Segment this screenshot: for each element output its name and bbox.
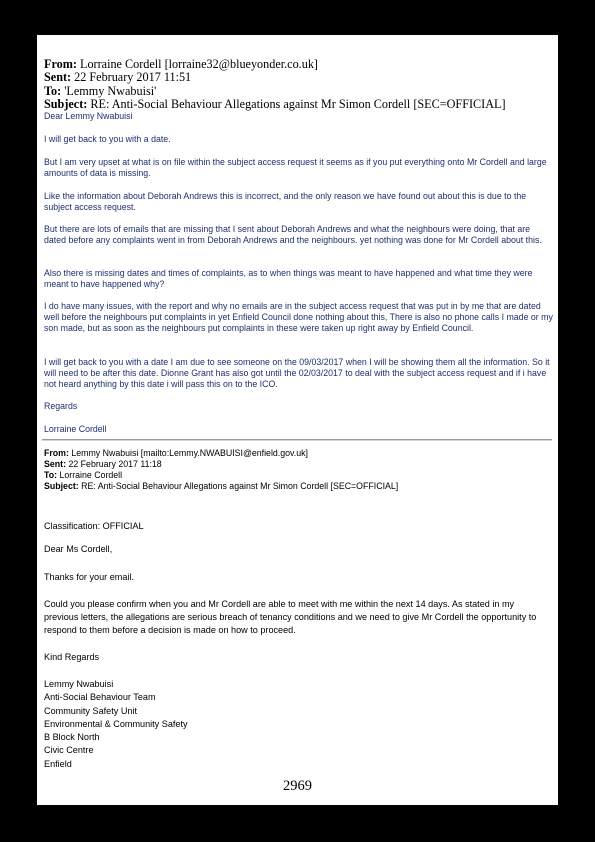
signature-line: Lemmy Nwabuisi: [44, 679, 114, 689]
first-email-paragraph-2: But I am very upset at what is on file within the subject access request it seems as if you put everything onto Mr Cordell and large amounts of data is missing.: [44, 157, 547, 178]
first-email-signature: Lorraine Cordell: [44, 424, 107, 434]
first-email-greeting: Dear Lemmy Nwabuisi: [44, 111, 133, 121]
thanks-line: Thanks for your email.: [44, 572, 134, 582]
from-line: From: Lemmy Nwabuisi [mailto:Lemmy.NWABUISI@enfield.gov.uk]: [44, 448, 308, 458]
sent-line: Sent: 22 February 2017 11:18: [44, 458, 162, 469]
kind-regards: Kind Regards: [44, 652, 100, 662]
signature-block: [44, 678, 549, 771]
first-email-regards: Regards: [44, 401, 78, 411]
to-line: To: Lorraine Cordell: [44, 469, 123, 480]
second-email-header: [44, 448, 554, 492]
document-page: [37, 35, 558, 805]
signature-line: Anti-Social Behaviour Team: [44, 692, 156, 703]
meeting-request-paragraph: Could you please confirm when you and Mr Cordell are able to meet with me within the next 14 days. As stated in my previous letters, the allegations are serious breach of tenancy conditions and we need to give Mr Cordell the opportunity to respond to them before a decision is made on how to proceed.: [44, 599, 537, 636]
divider: [42, 439, 552, 441]
first-email-header: [44, 58, 554, 112]
from-line: From: Lorraine Cordell [lorraine32@blueyonder.co.uk]: [44, 57, 318, 71]
first-email-paragraph-6: I do have many issues, with the report and why no emails are in the subject access request that was put in by me that are dated well before the neighbours put complaints in yet Enfield Council done nothing about this, There is also no phone calls I made or my son made, but as soon as the neighbours put complaints in these were taken up right away by Enfield Council.: [44, 301, 553, 333]
signature-line: Community Safety Unit: [44, 705, 137, 716]
first-email-paragraph-5: Also there is missing dates and times of complaints, as to when things was meant to have happened and what time they were meant to have happened why?: [44, 268, 533, 289]
to-line: To: 'Lemmy Nwabuisi': [44, 83, 157, 98]
subject-line: Subject: RE: Anti-Social Behaviour Allegations against Mr Simon Cordell [SEC=OFFICIAL]: [44, 97, 506, 112]
subject-line: Subject: RE: Anti-Social Behaviour Allegations against Mr Simon Cordell [SEC=OFFICIAL]: [44, 480, 399, 491]
signature-line: B Block North: [44, 732, 100, 743]
signature-line: Civic Centre: [44, 745, 94, 756]
first-email-paragraph-3: Like the information about Deborah Andrews this is incorrect, and the only reason we have found out about this is due to the subject access request.: [44, 191, 527, 212]
sent-line: Sent: 22 February 2017 11:51: [44, 70, 192, 85]
classification-label: Classification: OFFICIAL: [44, 521, 144, 531]
first-email-paragraph-7: I will get back to you with a date I am due to see someone on the 09/03/2017 when I will be showing them all the information. So it will need to be after this date. Dionne Grant has also got until the 02/03/2017 to deal with the subject access request and if i have not heard anything by this date i will pass this on to the ICO.: [44, 357, 550, 389]
page-number: 2969: [283, 778, 312, 794]
first-email-paragraph-4: But there are lots of emails that are missing that I sent about Deborah Andrews and what the neighbours were doing, that are dated before any complaints went in from Deborah Andrews and the neighbours. yet nothing was done for Mr Cordell about this.: [44, 224, 542, 245]
signature-line: Environmental & Community Safety: [44, 718, 188, 729]
first-email-paragraph-1: I will get back to you with a date.: [44, 134, 171, 144]
second-email-greeting: Dear Ms Cordell,: [44, 544, 113, 554]
signature-line: Enfield: [44, 758, 72, 769]
